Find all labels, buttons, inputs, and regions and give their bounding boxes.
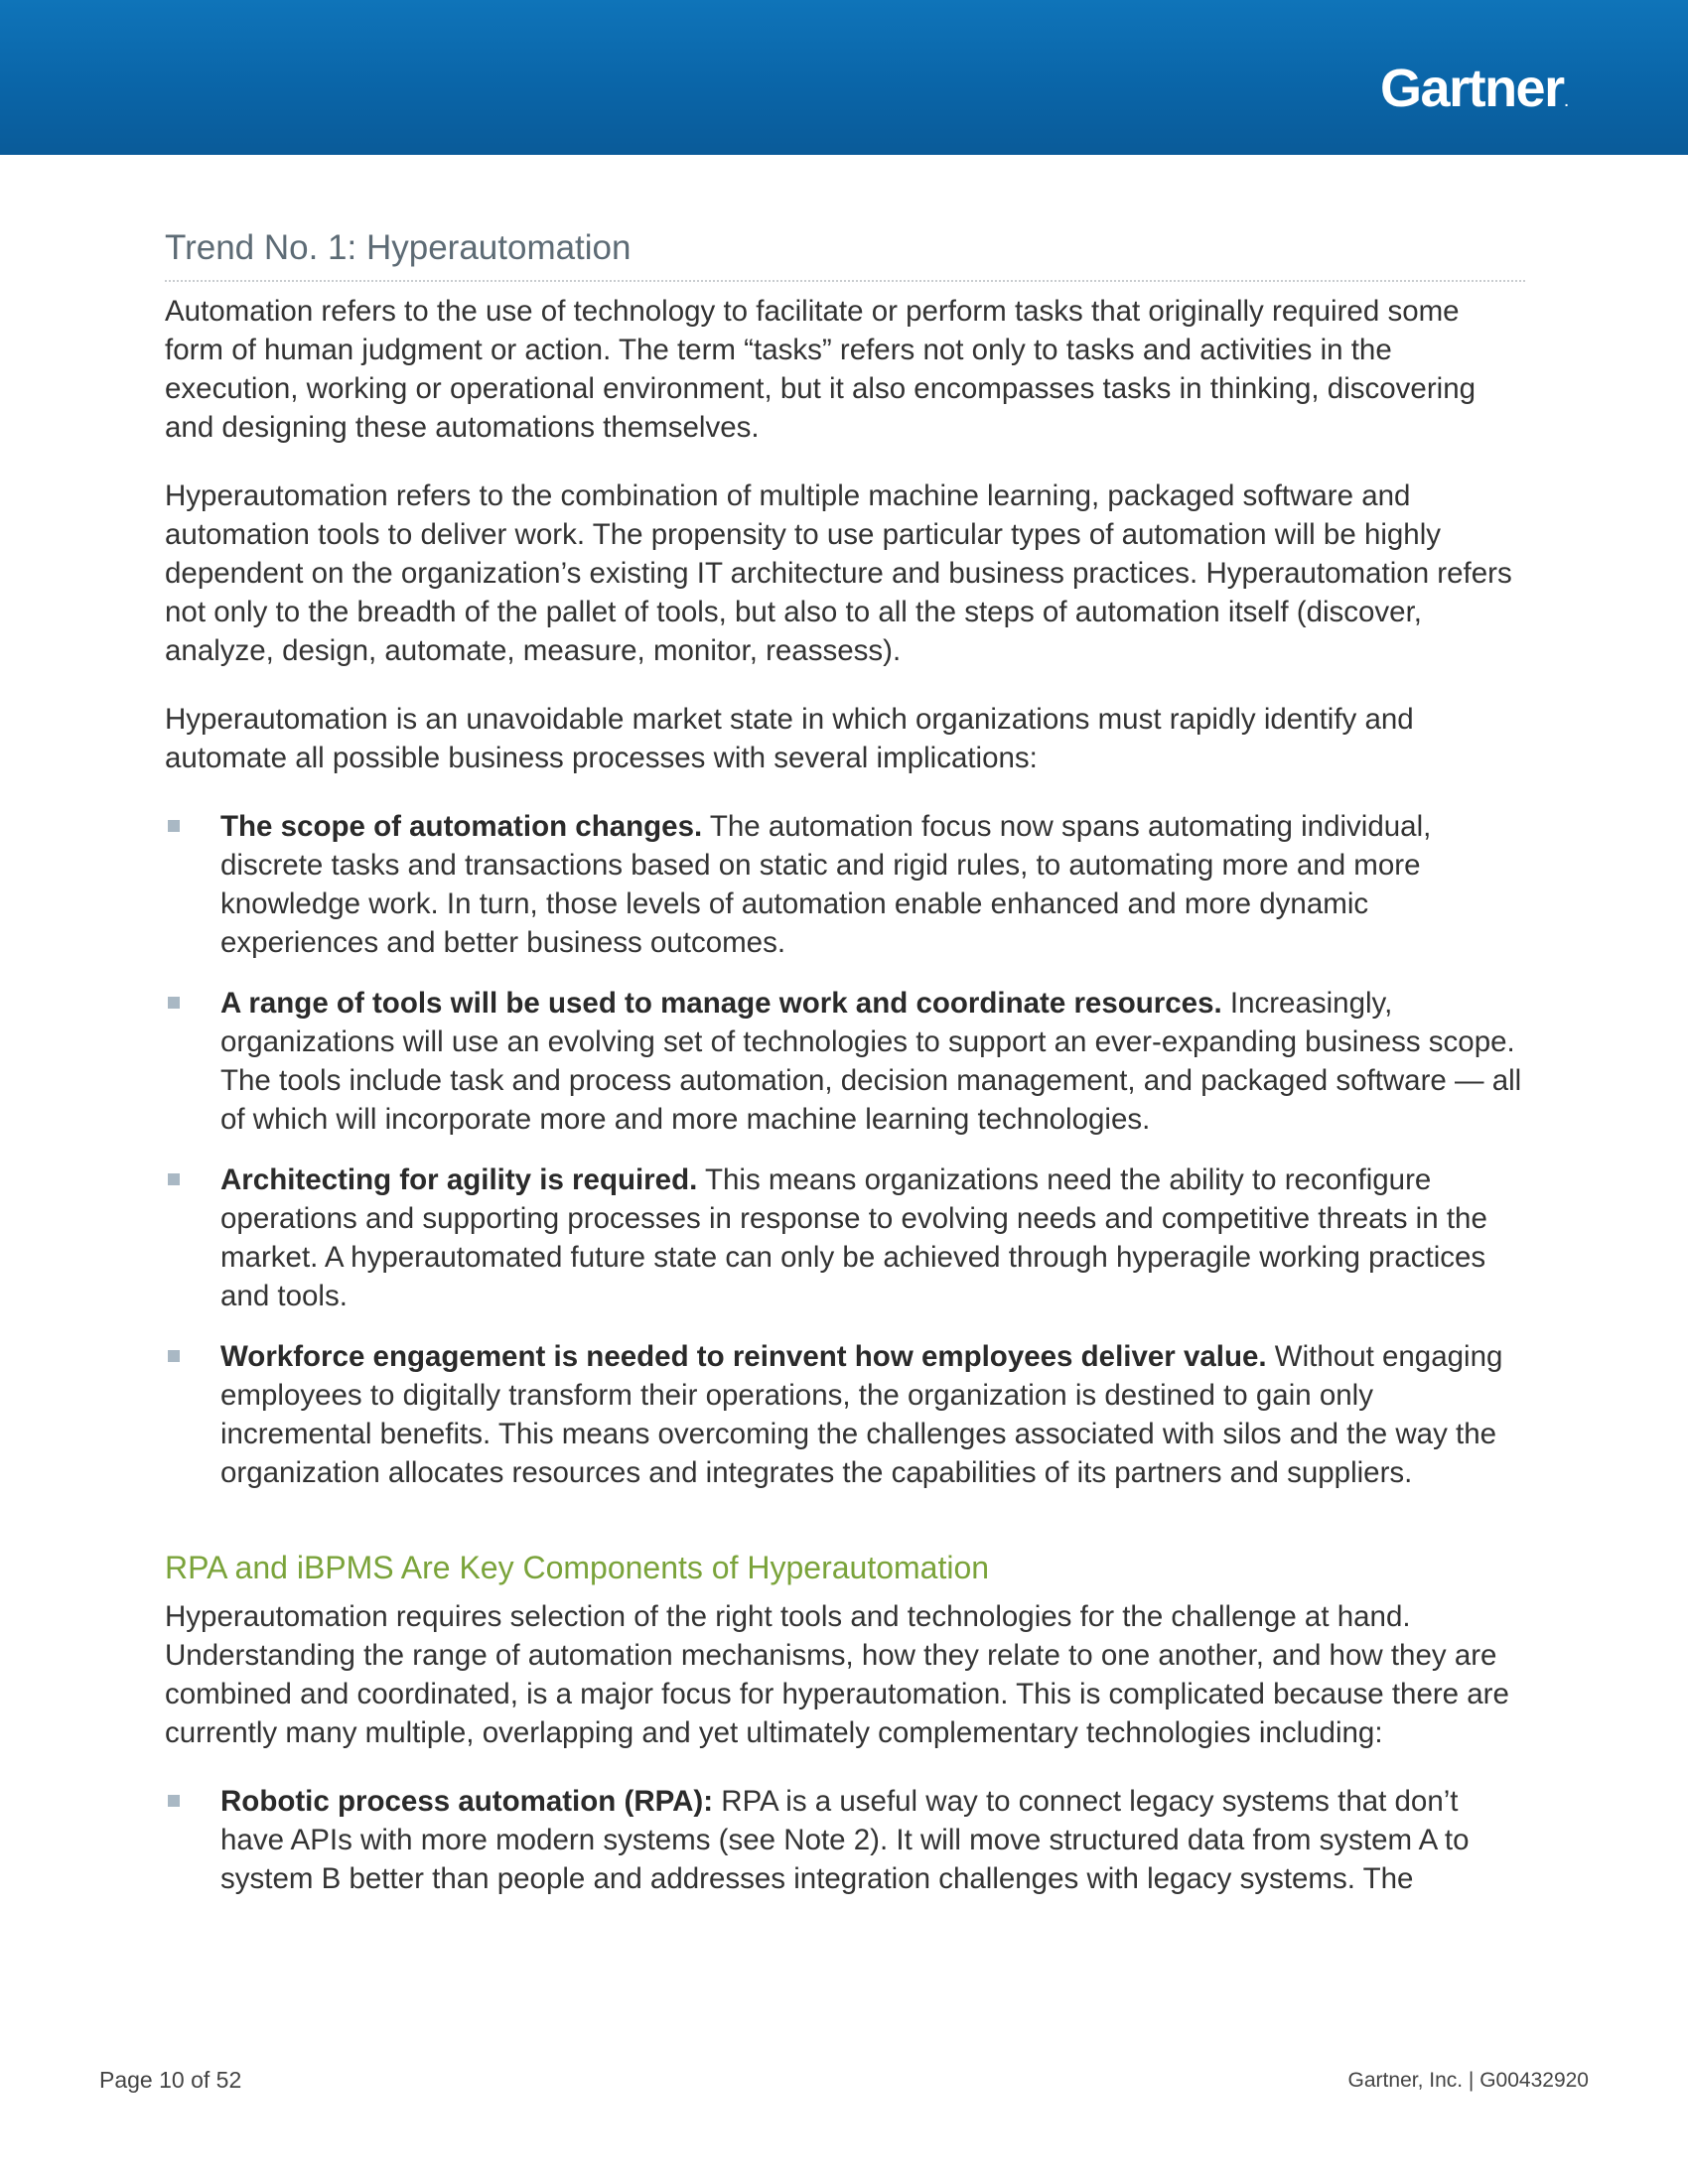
logo-text: Gartner bbox=[1380, 59, 1564, 118]
square-bullet-icon bbox=[168, 997, 180, 1009]
square-bullet-icon bbox=[168, 1173, 180, 1185]
bullet-text: RPA is a useful way to connect legacy systems that don’t have APIs with more modern systems (see Note 2). It will move structured data from system A to system B better than people and addresses integration challenges with legacy systems. The bbox=[220, 1784, 1470, 1895]
page-number: Page 10 of 52 bbox=[99, 2067, 242, 2093]
logo-dot: . bbox=[1564, 93, 1567, 109]
section-title: Trend No. 1: Hyperautomation bbox=[165, 226, 1525, 282]
bullet-lead: Architecting for agility is required. bbox=[220, 1162, 698, 1196]
page-content bbox=[165, 226, 1525, 1920]
list-item bbox=[165, 984, 1525, 1139]
bullet-text: The automation focus now spans automating individual, discrete tasks and transactions based on static and rigid rules, to automating more and more knowledge work. In turn, those levels of automation enable enhanced and more dynamic experiences and better business outcomes. bbox=[220, 809, 1432, 959]
bullet-lead: Robotic process automation (RPA): bbox=[220, 1784, 714, 1818]
implications-list bbox=[165, 807, 1525, 1492]
paragraph: Hyperautomation is an unavoidable market state in which organizations must rapidly identify and automate all possible business processes with several implications: bbox=[165, 702, 1414, 774]
technologies-list bbox=[165, 1782, 1525, 1898]
header-banner bbox=[0, 0, 1688, 155]
paragraph: Hyperautomation refers to the combination of multiple machine learning, packaged software and automation tools to deliver work. The propensity to use particular types of automation will be highly dependent on the organization’s existing IT architecture and business practices. Hyperautomation refers not only to the breadth of the pallet of tools, but also to all the steps of automation itself (discover, analyze, design, automate, measure, monitor, reassess). bbox=[165, 478, 1512, 667]
list-item bbox=[165, 1782, 1525, 1898]
list-item bbox=[165, 1337, 1525, 1492]
list-item bbox=[165, 807, 1525, 962]
bullet-text: This means organizations need the ability to reconfigure operations and supporting processes in response to evolving needs and competitive threats in the market. A hyperautomated future state can only be achieved through hyperagile working practices and tools. bbox=[220, 1162, 1487, 1312]
document-id: Gartner, Inc. | G00432920 bbox=[1347, 2069, 1589, 2092]
subsection-title: RPA and iBPMS Are Key Components of Hyperautomation bbox=[165, 1549, 990, 1585]
square-bullet-icon bbox=[168, 1795, 180, 1807]
paragraph: Automation refers to the use of technology to facilitate or perform tasks that originally required some form of human judgment or action. The term “tasks” refers not only to tasks and activities in the execution, working or operational environment, but it also encompasses tasks in thinking, discovering and designing these automations themselves. bbox=[165, 294, 1477, 444]
bullet-lead: The scope of automation changes. bbox=[220, 809, 703, 843]
square-bullet-icon bbox=[168, 820, 180, 832]
bullet-lead: A range of tools will be used to manage work and coordinate resources. bbox=[220, 986, 1222, 1020]
list-item bbox=[165, 1160, 1525, 1315]
bullet-lead: Workforce engagement is needed to reinvent how employees deliver value. bbox=[220, 1339, 1267, 1373]
bullet-text: Increasingly, organizations will use an evolving set of technologies to support an ever-expanding business scope. The tools include task and process automation, decision management, and packaged software — all of which will incorporate more and more machine learning technologies. bbox=[220, 986, 1522, 1136]
bullet-text: Without engaging employees to digitally transform their operations, the organization is destined to gain only incremental benefits. This means overcoming the challenges associated with silos and the way the organization allocates resources and integrates the capabilities of its partners and suppliers. bbox=[220, 1339, 1503, 1489]
gartner-logo bbox=[1380, 59, 1567, 118]
square-bullet-icon bbox=[168, 1350, 180, 1362]
paragraph: Hyperautomation requires selection of the right tools and technologies for the challenge at hand. Understanding the range of automation mechanisms, how they relate to one another, and how they are combined and coordinated, is a major focus for hyperautomation. This is complicated because there are currently many multiple, overlapping and yet ultimately complementary technologies including: bbox=[165, 1599, 1509, 1749]
